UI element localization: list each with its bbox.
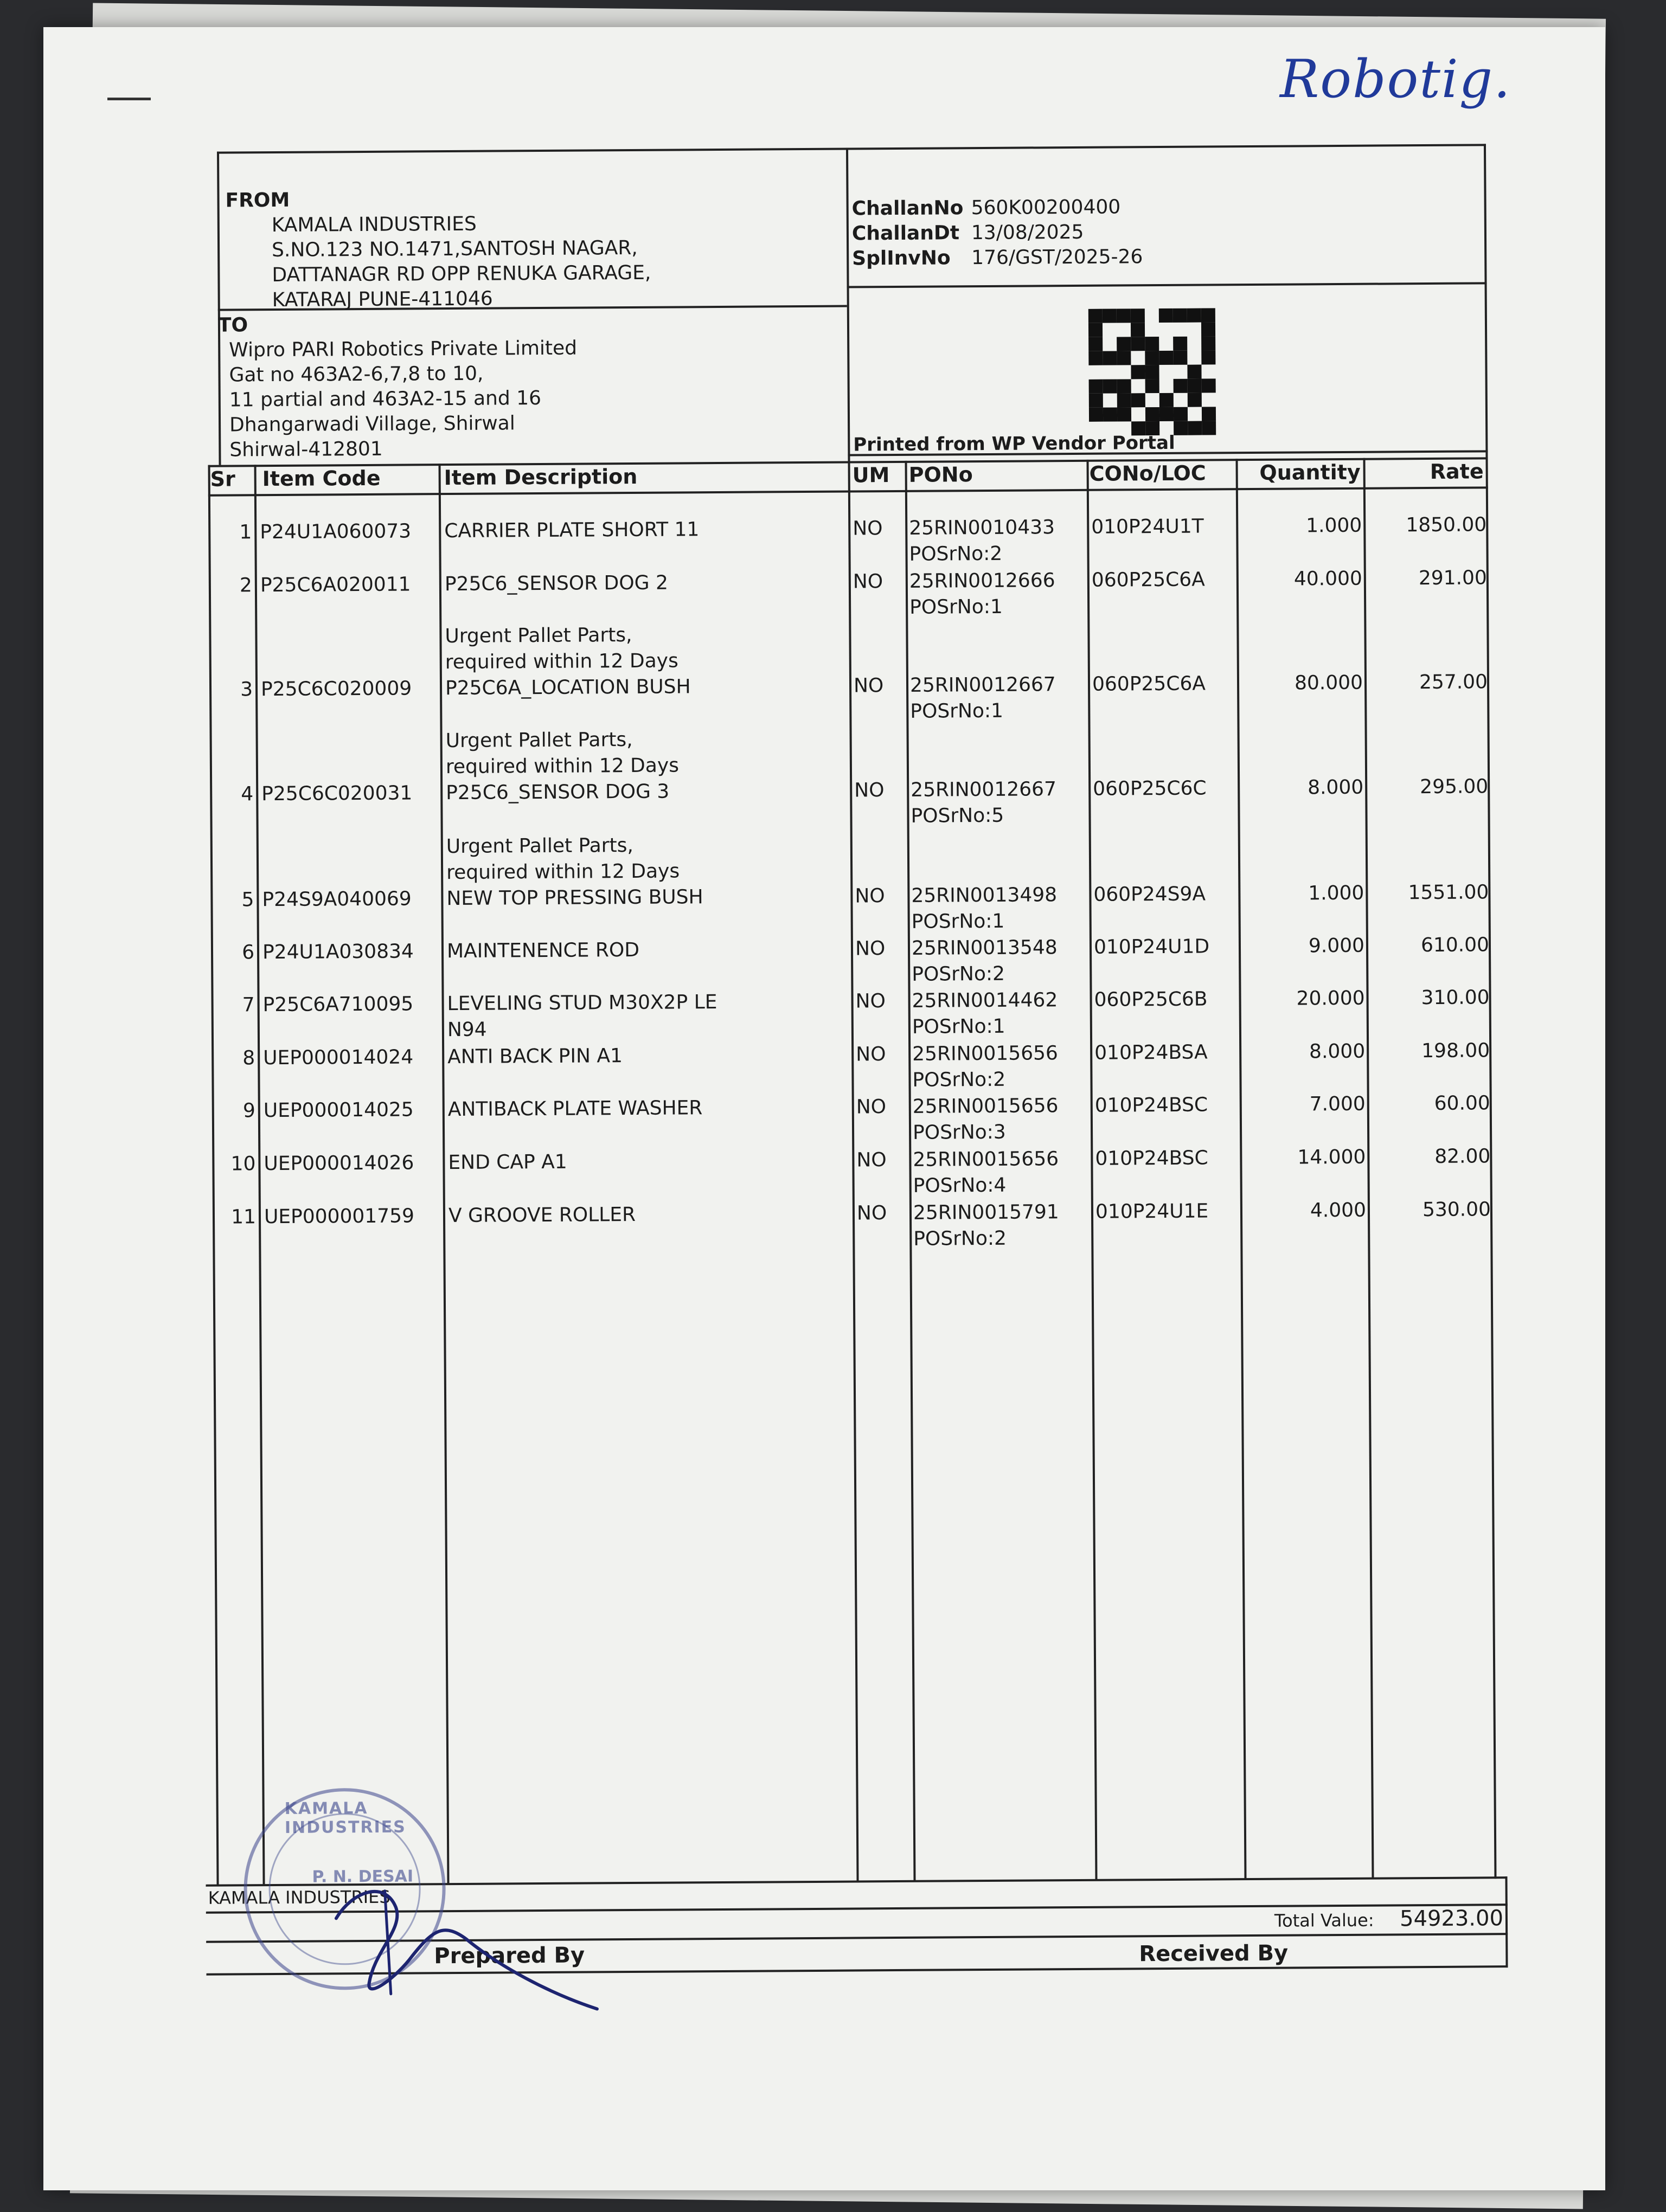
row-posrno: POSrNo:1 [909,595,1003,619]
row-sr: 8 [242,1047,255,1070]
row-cono-loc: 060P25C6C [1093,777,1207,800]
to-label: TO [217,314,248,337]
row-item-code: P25C6A710095 [262,993,414,1017]
header-sr: Sr [210,467,235,491]
row-pono: 25RIN0012667 [909,673,1056,697]
row-sr: 7 [242,994,255,1017]
from-line: KATARAJ PUNE-411046 [272,287,493,312]
row-pono: 25RIN0012666 [909,569,1055,593]
row-quantity: 9.000 [1308,934,1365,957]
row-um: NO [856,1043,886,1066]
challan-date-label: ChallanDt [851,222,960,245]
row-item-description: CARRIER PLATE SHORT 11 [444,518,700,543]
row-item-description: LEVELING STUD M30X2P LE [447,991,717,1015]
from-line: KAMALA INDUSTRIES [271,213,477,237]
row-cono-loc: 010P24BSC [1095,1147,1208,1170]
row-posrno: POSrNo:3 [912,1121,1006,1144]
total-value-label: Total Value: [1274,1909,1374,1931]
header-cono-loc: CONo/LOC [1089,461,1206,486]
row-posrno: POSrNo:1 [910,699,1004,723]
row-note: Urgent Pallet Parts, [446,834,633,858]
row-sr: 9 [242,1099,255,1122]
row-pono: 25RIN0015656 [912,1042,1059,1065]
qr-code [1088,308,1216,435]
challan-info [852,195,1143,271]
signature-icon [303,1857,630,2022]
received-by-label: Received By [1139,1940,1289,1967]
row-note: Urgent Pallet Parts, [445,728,633,753]
row-um: NO [853,674,884,697]
row-item-description: NEW TOP PRESSING BUSH [446,886,703,910]
row-item-code: UEP000014025 [263,1098,414,1122]
row-um: NO [854,779,885,802]
to-line: 11 partial and 463A2-15 and 16 [229,387,542,411]
row-item-code: UEP000014024 [263,1046,414,1070]
row-um: NO [856,1096,887,1118]
header-quantity: Quantity [1259,460,1361,485]
footer-right-edge [1505,1876,1508,1967]
header-rate: Rate [1430,459,1484,484]
row-sr: 4 [241,783,254,806]
row-item-code: P24U1A030834 [262,940,414,964]
col-divider-um [846,148,859,1883]
row-quantity: 8.000 [1309,1040,1366,1063]
stamp-ring-text: KAMALA INDUSTRIES [284,1798,406,1837]
row-pono: 25RIN0014462 [912,989,1058,1012]
spl-inv-label: SplInvNo [852,247,951,270]
row-rate: 82.00 [1434,1145,1491,1168]
challan-no-value: 560K00200400 [971,196,1121,220]
row-um: NO [853,517,883,540]
row-um: NO [856,1149,887,1172]
to-line: Wipro PARI Robotics Private Limited [229,337,578,362]
header-item-code: Item Code [262,466,381,491]
row-um: NO [855,885,885,908]
row-rate: 295.00 [1420,775,1489,799]
row-item-code: P25C6A020011 [260,573,411,597]
row-pono: 25RIN0015656 [912,1095,1059,1118]
challan-document [43,27,1605,2190]
row-pono: 25RIN0015656 [913,1148,1059,1171]
from-line: DATTANAGR RD OPP RENUKA GARAGE, [272,261,651,287]
row-um: NO [856,1202,887,1225]
row-item-description: P25C6A_LOCATION BUSH [445,676,691,700]
row-pono: 25RIN0013498 [911,884,1058,907]
row-note: required within 12 Days [445,754,680,779]
header-um: UM [852,463,890,487]
stamp-center-text: P. N. DESAI [312,1867,414,1887]
printed-from-label: Printed from WP Vendor Portal [853,432,1175,456]
row-cono-loc: 010P24U1T [1091,515,1204,538]
row-posrno: POSrNo:4 [913,1174,1007,1197]
row-item-code: UEP000014026 [264,1152,414,1175]
row-quantity: 8.000 [1308,776,1364,799]
row-posrno: POSrNo:5 [911,804,1004,827]
spl-inv-value: 176/GST/2025-26 [971,246,1143,269]
row-cono-loc: 060P25C6B [1094,988,1208,1011]
row-item-description: V GROOVE ROLLER [448,1203,636,1227]
row-sr: 6 [241,941,255,964]
prepared-by-label: Prepared By [434,1943,585,1969]
row-sr: 1 [239,521,252,544]
to-line: Dhangarwadi Village, Shirwal [229,412,515,436]
row-quantity: 40.000 [1293,567,1362,590]
row-note: Urgent Pallet Parts, [445,623,632,648]
row-quantity: 4.000 [1310,1199,1367,1222]
row-sr: 11 [231,1206,257,1229]
row-sr: 10 [230,1153,256,1175]
frame-challan-bottom [847,282,1487,288]
row-rate: 198.00 [1421,1039,1490,1063]
row-item-code: P24S9A040069 [262,888,412,911]
row-posrno: POSrNo:2 [912,962,1005,986]
to-line: Shirwal-412801 [229,438,383,461]
row-item-description: ANTI BACK PIN A1 [447,1045,623,1069]
row-posrno: POSrNo:2 [912,1068,1006,1091]
row-item-description: ANTIBACK PLATE WASHER [447,1097,703,1121]
row-sr: 5 [241,889,254,911]
row-um: NO [855,990,886,1013]
row-quantity: 1.000 [1308,882,1364,905]
row-pono: 25RIN0015791 [913,1201,1059,1224]
pen-mark [107,98,151,100]
row-item-description-cont: N94 [447,1018,487,1041]
challan-sheet [184,144,1562,1995]
row-item-description: P25C6_SENSOR DOG 3 [446,780,670,805]
row-item-code: P25C6C020031 [261,782,413,806]
to-address [229,336,578,463]
row-item-description: END CAP A1 [448,1150,567,1174]
row-item-description: MAINTENENCE ROD [446,938,640,963]
row-um: NO [853,570,883,593]
challan-no-label: ChallanNo [851,197,964,220]
row-rate: 310.00 [1421,986,1490,1009]
row-rate: 257.00 [1419,671,1488,694]
row-note: required within 12 Days [445,650,678,674]
row-cono-loc: 010P24BSC [1094,1094,1208,1117]
row-rate: 530.00 [1422,1198,1491,1221]
from-label: FROM [225,189,290,212]
row-item-code: P24U1A060073 [260,520,412,544]
row-rate: 1850.00 [1406,513,1487,537]
row-posrno: POSrNo:2 [909,542,1003,565]
row-sr: 3 [240,678,253,701]
row-cono-loc: 060P25C6A [1092,672,1206,696]
row-posrno: POSrNo:1 [911,910,1005,933]
row-um: NO [855,937,886,960]
row-sr: 2 [239,574,253,597]
row-rate: 1551.00 [1408,881,1489,904]
row-pono: 25RIN0012667 [911,778,1057,801]
frame-top [217,144,1486,153]
header-item-description: Item Description [444,464,638,490]
row-cono-loc: 060P25C6A [1091,568,1205,591]
header-pono: PONo [908,462,973,487]
row-posrno: POSrNo:1 [912,1015,1005,1038]
row-rate: 60.00 [1434,1092,1490,1115]
from-line: S.NO.123 NO.1471,SANTOSH NAGAR, [271,236,638,262]
handwritten-note: Robotig. [1280,49,1511,110]
row-cono-loc: 010P24BSA [1094,1041,1208,1064]
row-posrno: POSrNo:2 [913,1227,1007,1250]
row-item-code: UEP000001759 [264,1205,415,1229]
from-address [272,211,651,313]
row-pono: 25RIN0010433 [909,516,1055,539]
challan-date-value: 13/08/2025 [971,221,1084,245]
row-cono-loc: 060P24S9A [1093,883,1206,906]
row-pono: 25RIN0013548 [911,936,1058,960]
row-quantity: 14.000 [1297,1146,1366,1169]
footer-company: KAMALA INDUSTRIES [208,1886,390,1908]
row-cono-loc: 010P24U1E [1095,1200,1209,1223]
row-item-code: P25C6C020009 [260,677,412,701]
frame-right [1484,144,1497,1879]
to-line: Gat no 463A2-6,7,8 to 10, [229,362,484,387]
row-rate: 610.00 [1420,934,1490,957]
row-quantity: 7.000 [1309,1092,1366,1116]
row-quantity: 20.000 [1296,987,1365,1010]
row-quantity: 80.000 [1294,671,1363,695]
row-note: required within 12 Days [446,860,680,884]
total-value: 54923.00 [1399,1906,1504,1932]
row-item-description: P25C6_SENSOR DOG 2 [444,571,669,596]
row-cono-loc: 010P24U1D [1093,935,1210,959]
row-quantity: 1.000 [1306,514,1362,537]
row-rate: 291.00 [1418,567,1487,590]
